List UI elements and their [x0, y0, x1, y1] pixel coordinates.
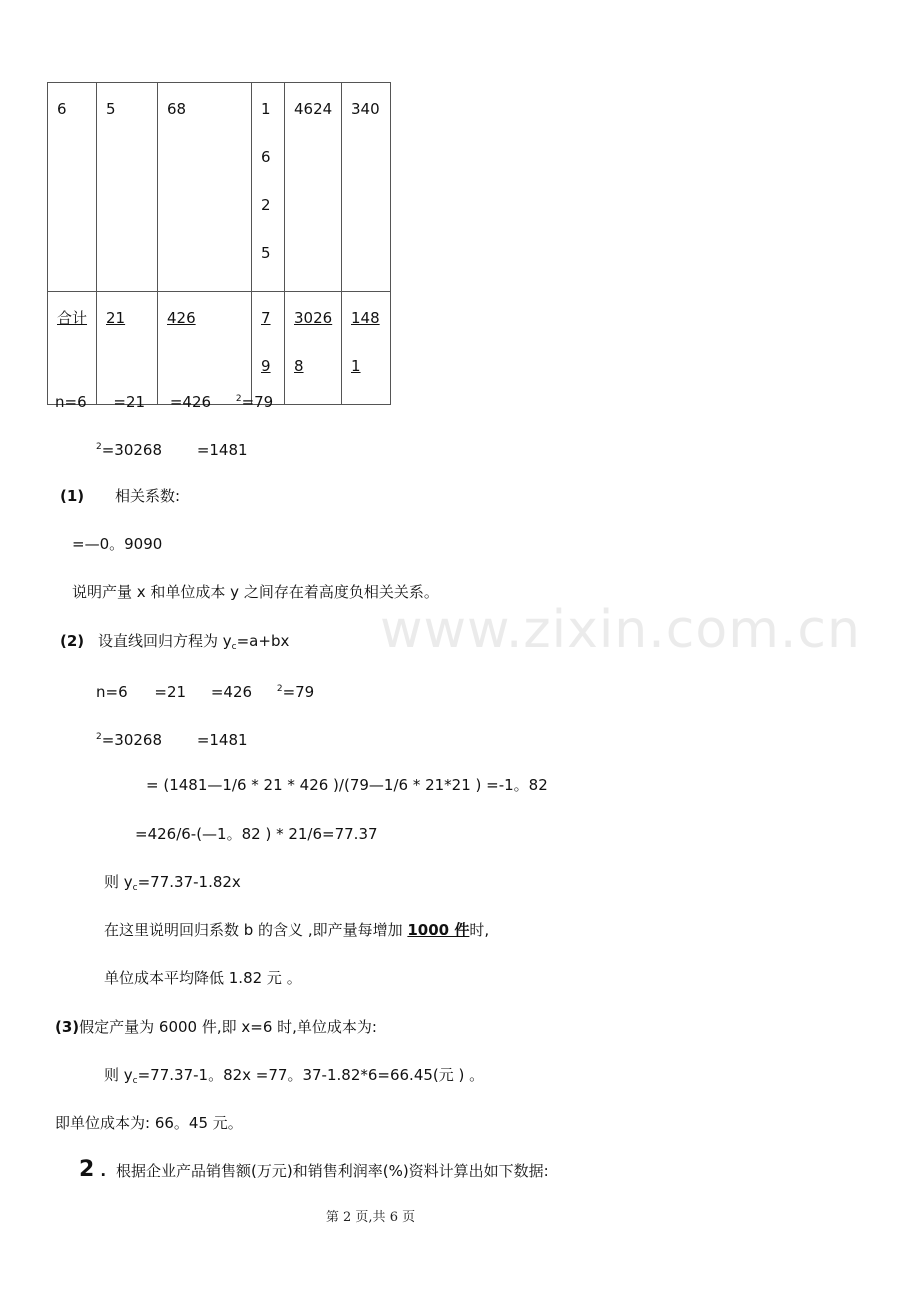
cell-line: 7	[261, 309, 271, 327]
table-cell	[48, 292, 97, 405]
sum-xy: =1481	[196, 731, 248, 749]
part2-sums-line-2	[96, 727, 248, 750]
superscript: 2	[276, 684, 283, 694]
cell-line: 2	[261, 196, 271, 214]
coefficient-meaning-2: 单位成本平均降低 1.82 元 。	[104, 969, 302, 987]
superscript: 2	[96, 442, 102, 452]
meaning-emphasis: 1000 件	[407, 921, 470, 939]
n-value: n=6	[55, 393, 87, 411]
coefficient-meaning	[104, 920, 489, 940]
superscript: 2	[96, 732, 102, 742]
table-cell	[252, 292, 285, 405]
sum-xy: =1481	[196, 441, 248, 459]
table-cell	[252, 83, 285, 292]
sum-y: =426	[210, 683, 253, 701]
part3-label: (3)	[55, 1018, 80, 1036]
table-cell	[285, 292, 342, 405]
part2-sums-line-1	[96, 679, 314, 702]
table-cell: 4624	[285, 83, 342, 292]
sum-x: =21	[154, 683, 187, 701]
table-cell	[158, 292, 252, 405]
sum-x2: =79	[282, 683, 315, 701]
sums-line-2	[96, 437, 248, 460]
data-table	[47, 82, 391, 405]
correlation-value: =—0。9090	[72, 535, 163, 553]
sum-x2: =79	[241, 393, 274, 411]
part1-label: (1)	[60, 487, 85, 505]
cell-line: 1	[261, 100, 271, 118]
eq-text: =77.37-1。82x =77。37-1.82*6=66.45(元 ) 。	[137, 1066, 485, 1084]
eq-text: 则 y	[104, 1066, 133, 1084]
part3-heading	[55, 1017, 377, 1037]
cell-line: 9	[261, 357, 271, 375]
a-calculation: =426/6-(—1。82 ) * 21/6=77.37	[135, 825, 378, 843]
part2-label: (2)	[60, 632, 85, 650]
superscript: 2	[235, 394, 242, 404]
part3-equation	[104, 1065, 484, 1091]
part3-result: 即单位成本为: 66。45 元。	[55, 1114, 243, 1132]
question-dot: .	[100, 1162, 107, 1180]
n-value: n=6	[96, 683, 128, 701]
table-row-total	[48, 292, 391, 405]
part1-title: 相关系数:	[115, 487, 181, 505]
table-row	[48, 83, 391, 292]
question-text: 根据企业产品销售额(万元)和销售利润率(%)资料计算出如下数据:	[116, 1162, 549, 1180]
cell-value: 426	[167, 309, 196, 327]
subscript: c	[231, 642, 237, 652]
sum-x: =21	[113, 393, 146, 411]
cell-line: 6	[261, 148, 271, 166]
question-2	[79, 1156, 549, 1185]
page-footer: 第 2 页,共 6 页	[325, 1210, 416, 1225]
part3-title: 假定产量为 6000 件,即 x=6 时,单位成本为:	[79, 1018, 377, 1036]
eq-text: 则 y	[104, 873, 133, 891]
sum-y: =426	[169, 393, 212, 411]
sum-y2: =30268	[101, 731, 163, 749]
table-cell	[342, 292, 391, 405]
table-cell: 68	[158, 83, 252, 292]
regression-equation	[104, 872, 241, 898]
title-text: =a+bx	[236, 632, 290, 650]
cell-value: 21	[106, 309, 126, 327]
watermark: www.zixin.com.cn	[380, 600, 861, 660]
part2-title	[98, 631, 289, 657]
correlation-conclusion: 说明产量 x 和单位成本 y 之间存在着高度负相关关系。	[72, 583, 439, 601]
subscript: c	[132, 1076, 138, 1086]
total-label: 合计	[57, 309, 88, 327]
question-number: 2	[79, 1157, 95, 1182]
title-text: 设直线回归方程为 y	[98, 632, 232, 650]
table-cell: 5	[97, 83, 158, 292]
b-calculation: = (1481—1/6 * 21 * 426 )/(79—1/6 * 21*21 ) =-1。82	[146, 776, 548, 794]
cell-line: 148	[351, 309, 380, 327]
table-cell	[97, 292, 158, 405]
meaning-text: 时,	[469, 921, 490, 939]
subscript: c	[132, 883, 138, 893]
sums-line-1	[55, 389, 273, 412]
cell-line: 5	[261, 244, 271, 262]
sum-y2: =30268	[101, 441, 163, 459]
cell-line: 3026	[294, 309, 333, 327]
cell-line: 1	[351, 357, 361, 375]
meaning-text: 在这里说明回归系数 b 的含义 ,即产量每增加	[104, 921, 408, 939]
table-cell: 6	[48, 83, 97, 292]
cell-line: 8	[294, 357, 304, 375]
eq-text: =77.37-1.82x	[137, 873, 241, 891]
table-cell: 340	[342, 83, 391, 292]
